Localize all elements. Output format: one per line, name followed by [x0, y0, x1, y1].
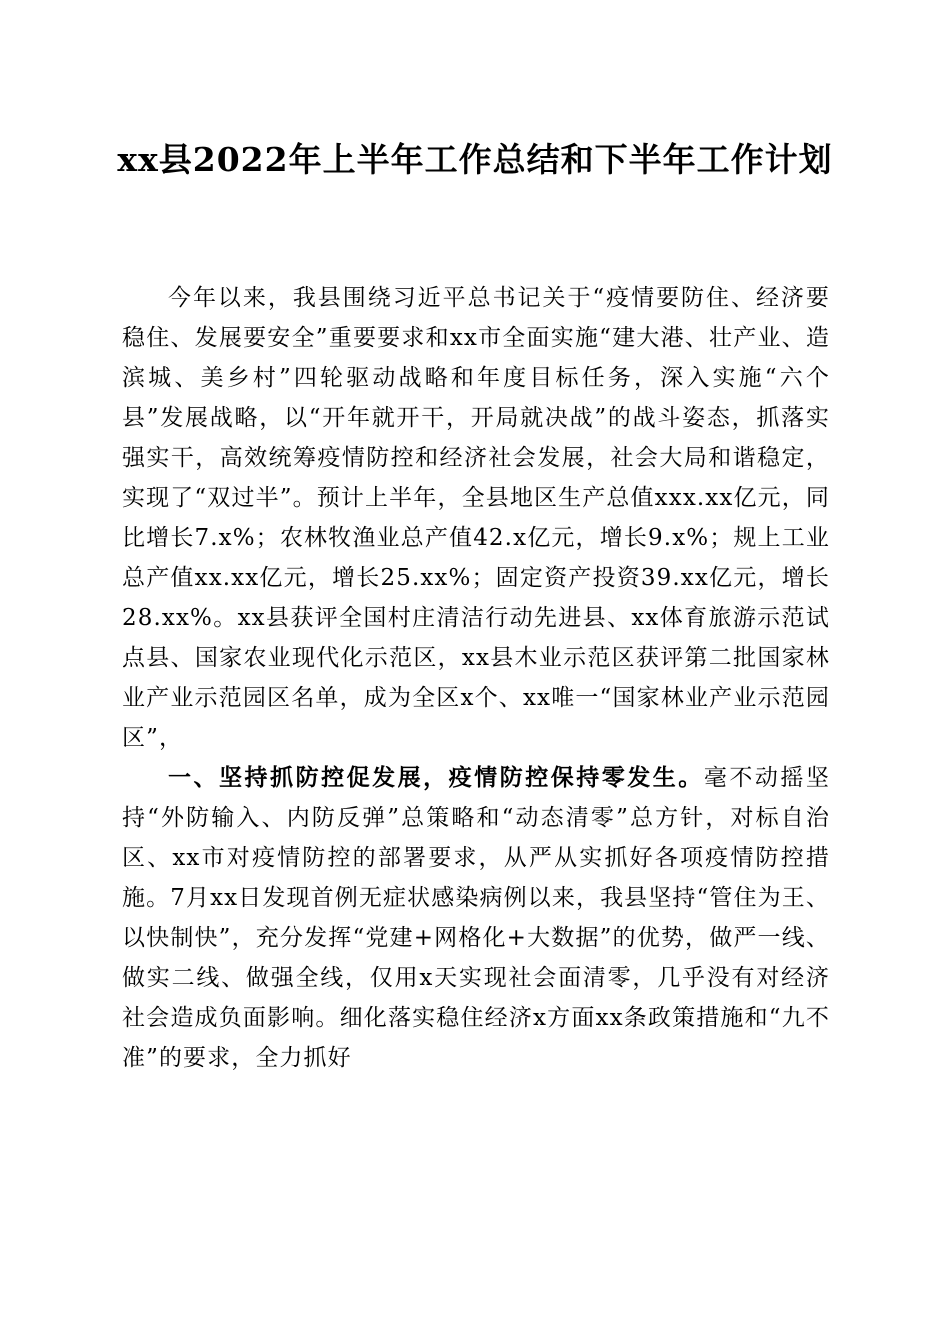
section-1-heading: 一、坚持抓防控促发展，疫情防控保持零发生。 [168, 765, 704, 791]
section-1-paragraph [122, 758, 830, 1078]
document-body [122, 278, 830, 1078]
document-title: xx县2022年上半年工作总结和下半年工作计划 [117, 140, 833, 179]
intro-paragraph: 今年以来，我县围绕习近平总书记关于“疫情要防住、经济要稳住、发展要安全”重要要求和xx市全面实施“建大港、壮产业、造滨城、美乡村”四轮驱动战略和年度目标任务，深入实施“六个县”发展战略，以“开年就开干，开局就决战”的战斗姿态，抓落实强实干，高效统筹疫情防控和经济社会发展，社会大局和谐稳定，实现了“双过半”。预计上半年，全县地区生产总值xxx.xx亿元，同比增长7.x%；农林牧渔业总产值42.x亿元，增长9.x%；规上工业总产值xx.xx亿元，增长25.xx%；固定资产投资39.xx亿元，增长28.xx%。xx县获评全国村庄清洁行动先进县、xx体育旅游示范试点县、国家农业现代化示范区，xx县木业示范区获评第二批国家林业产业示范园区名单，成为全区x个、xx唯一“国家林业产业示范园区”， [122, 285, 830, 751]
section-1-text: 毫不动摇坚持“外防输入、内防反弹”总策略和“动态清零”总方针，对标自治区、xx市对疫情防控的部署要求，从严从实抓好各项疫情防控措施。7月xx日发现首例无症状感染病例以来，我县坚持“管住为王、以快制快”，充分发挥“党建+网格化+大数据”的优势，做严一线、做实二线、做强全线，仅用x天实现社会面清零，几乎没有对经济社会造成负面影响。细化落实稳住经济x方面xx条政策措施和“九不准”的要求，全力抓好 [122, 765, 830, 1071]
